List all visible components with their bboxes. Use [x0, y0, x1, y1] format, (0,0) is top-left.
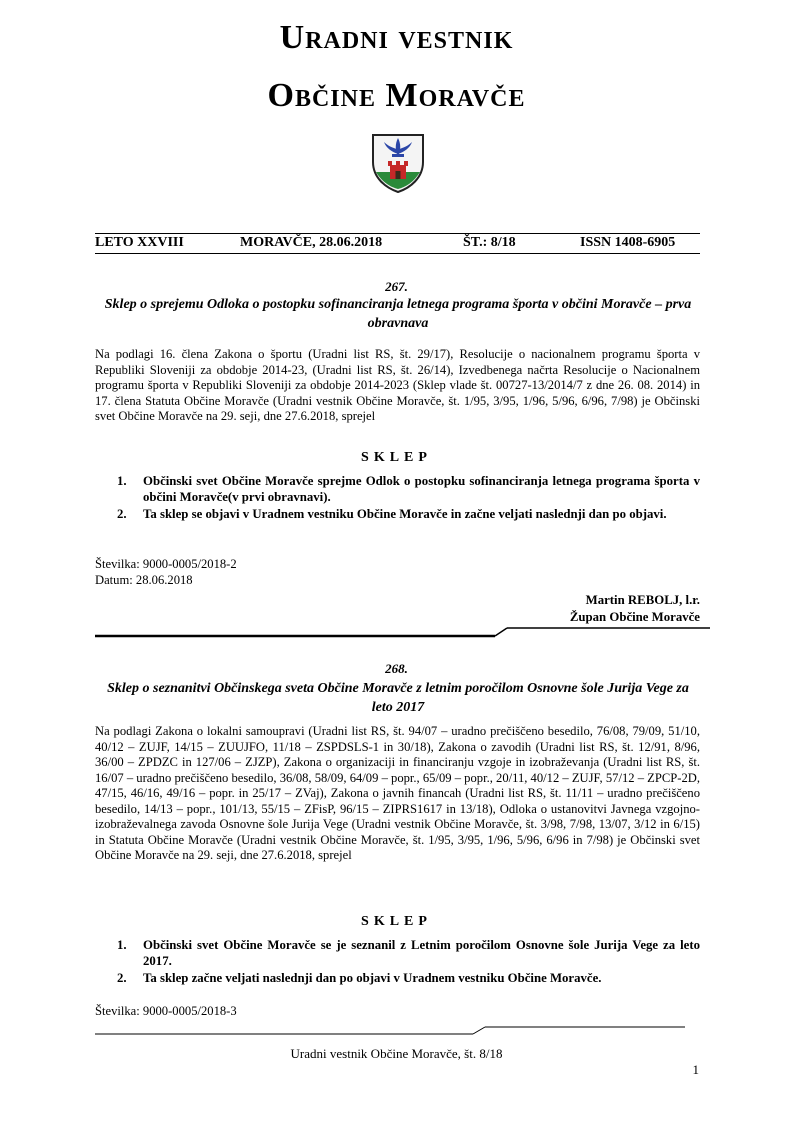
- issn-label: ISSN 1408-6905: [580, 235, 676, 250]
- municipal-coat-of-arms-icon: [370, 132, 426, 194]
- section-divider: [95, 626, 710, 638]
- act-267-title: Sklep o sprejemu Odloka o postopku sofinanciranja letnega programa športa v občini Moravče – prva obravnava: [104, 297, 692, 331]
- footer-text: Uradni vestnik Občine Moravče, št. 8/18: [290, 1046, 503, 1061]
- header-top-rule: [95, 233, 700, 234]
- signer-name: Martin REBOLJ, l.r.: [585, 593, 700, 607]
- masthead-title-line1: Uradni vestnik: [279, 19, 514, 56]
- volume-label: LETO XXVIII: [95, 235, 184, 250]
- place-date-label: MORAVČE, 28.06.2018: [240, 235, 383, 250]
- list-item: [117, 970, 700, 986]
- list-item: [117, 473, 700, 505]
- act-268-title: Sklep o seznanitvi Občinskega sveta Občine Moravče z letnim poročilom Osnovne šole Jurija Vege za leto 2017: [107, 681, 689, 715]
- act-268-number: 268.: [385, 661, 408, 676]
- list-item: [117, 937, 700, 969]
- act-268-reference: Številka: 9000-0005/2018-3: [95, 1004, 237, 1018]
- act-268-heading: SKLEP: [361, 914, 432, 929]
- list-item-text: Občinski svet Občine Moravče se je seznanil z Letnim poročilom Osnovne šole Jurija Vege za leto 2017.: [143, 938, 700, 968]
- list-item-number: 2.: [117, 507, 127, 521]
- act-268-preamble: Na podlagi Zakona o lokalni samoupravi (Uradni list RS, št. 94/07 – uradno prečiščeno besedilo, 76/08, 79/09, 51/10, 40/12 – ZUJF, 14/15 – ZUUJFO, 11/18 – ZSPDSLS-1 in 30/18), Zakona o zavodih (Uradni list RS, št. 12/91, 8/96, 36/00 – ZPDZC in 127/06 – ZJZP), Zakona o organizaciji in financiranju vzgoje in izobraževanja (Uradni list RS, št. 16/07 – uradno prečiščeno besedilo, 36/08, 58/09, 64/09 – popr., 65/09 – popr., 20/11, 40/12 – ZUJF, 57/12 – ZPCP-2D, 47/15, 46/16, 49/16 – popr. in 25/17 – ZVaj), Zakona o javnih financah (Uradni list RS, št. 11/11 – uradno prečiščeno besedilo, 14/13 – popr., 101/13, 55/15 – ZFisP, 96/15 – ZIPRS1617 in 13/18), Odloka o ustanovitvi Javnega vzgojno-izobraževalnega zavoda Osnovne šole Jurija Vege (Uradni vestnik Občine Moravče, št. 3/98, 7/98, 13/07, 3/12 in 6/15) in Statuta Občine Moravče (Uradni vestnik Občine Moravče, št. 1/95, 3/95, 1/96, 5/96, 6/96 in 7/98) je Občinski svet Občine Moravče na 29. seji, dne 27.6.2018, sprejel: [95, 724, 700, 862]
- list-item-text: Občinski svet Občine Moravče sprejme Odlok o postopku sofinanciranja letnega programa športa v občini Moravče(v prvi obravnavi).: [143, 474, 700, 504]
- list-item-number: 1.: [117, 938, 127, 952]
- act-267-heading: SKLEP: [361, 450, 432, 465]
- act-267-items: [117, 473, 700, 523]
- issue-number-label: ŠT.: 8/18: [463, 235, 516, 250]
- list-item: [117, 506, 700, 522]
- footer-divider: [95, 1024, 685, 1036]
- list-item-text: Ta sklep začne veljati naslednji dan po objavi v Uradnem vestniku Občine Moravče.: [143, 971, 602, 985]
- page-number: 1: [692, 1062, 699, 1077]
- signer-role: Župan Občine Moravče: [569, 610, 700, 624]
- list-item-number: 2.: [117, 971, 127, 985]
- act-267-number: 267.: [385, 279, 408, 294]
- header-bottom-rule: [95, 253, 700, 254]
- list-item-text: Ta sklep se objavi v Uradnem vestniku Občine Moravče in začne veljati naslednji dan po objavi.: [143, 507, 667, 521]
- act-267-preamble: Na podlagi 16. člena Zakona o športu (Uradni list RS, št. 29/17), Resolucije o nacionalnem programu športa v Republiki Sloveniji za obdobje 2014-23, (Uradni list RS, št. 26/14), Izvedbenega načrta Resolucije o Nacionalnem programu športa v Republiki Sloveniji za obdobje 2014-2023 (Sklep vlade št. 00727-13/2014/7 z dne 26. 08. 2014) in 17. člena Statuta Občine Moravče (Uradni vestnik Občine Moravče, št. 1/95, 3/95, 1/96, 5/96, 6/96, 7/98) je Občinski svet Občine Moravče na 29. seji, dne 27.6.2018, sprejel: [95, 347, 700, 423]
- masthead-title-line2: Občine Moravče: [267, 77, 526, 114]
- act-268-items: [117, 937, 700, 987]
- list-item-number: 1.: [117, 474, 127, 488]
- act-267-reference: Številka: 9000-0005/2018-2: [95, 557, 237, 571]
- act-267-date: Datum: 28.06.2018: [95, 573, 193, 587]
